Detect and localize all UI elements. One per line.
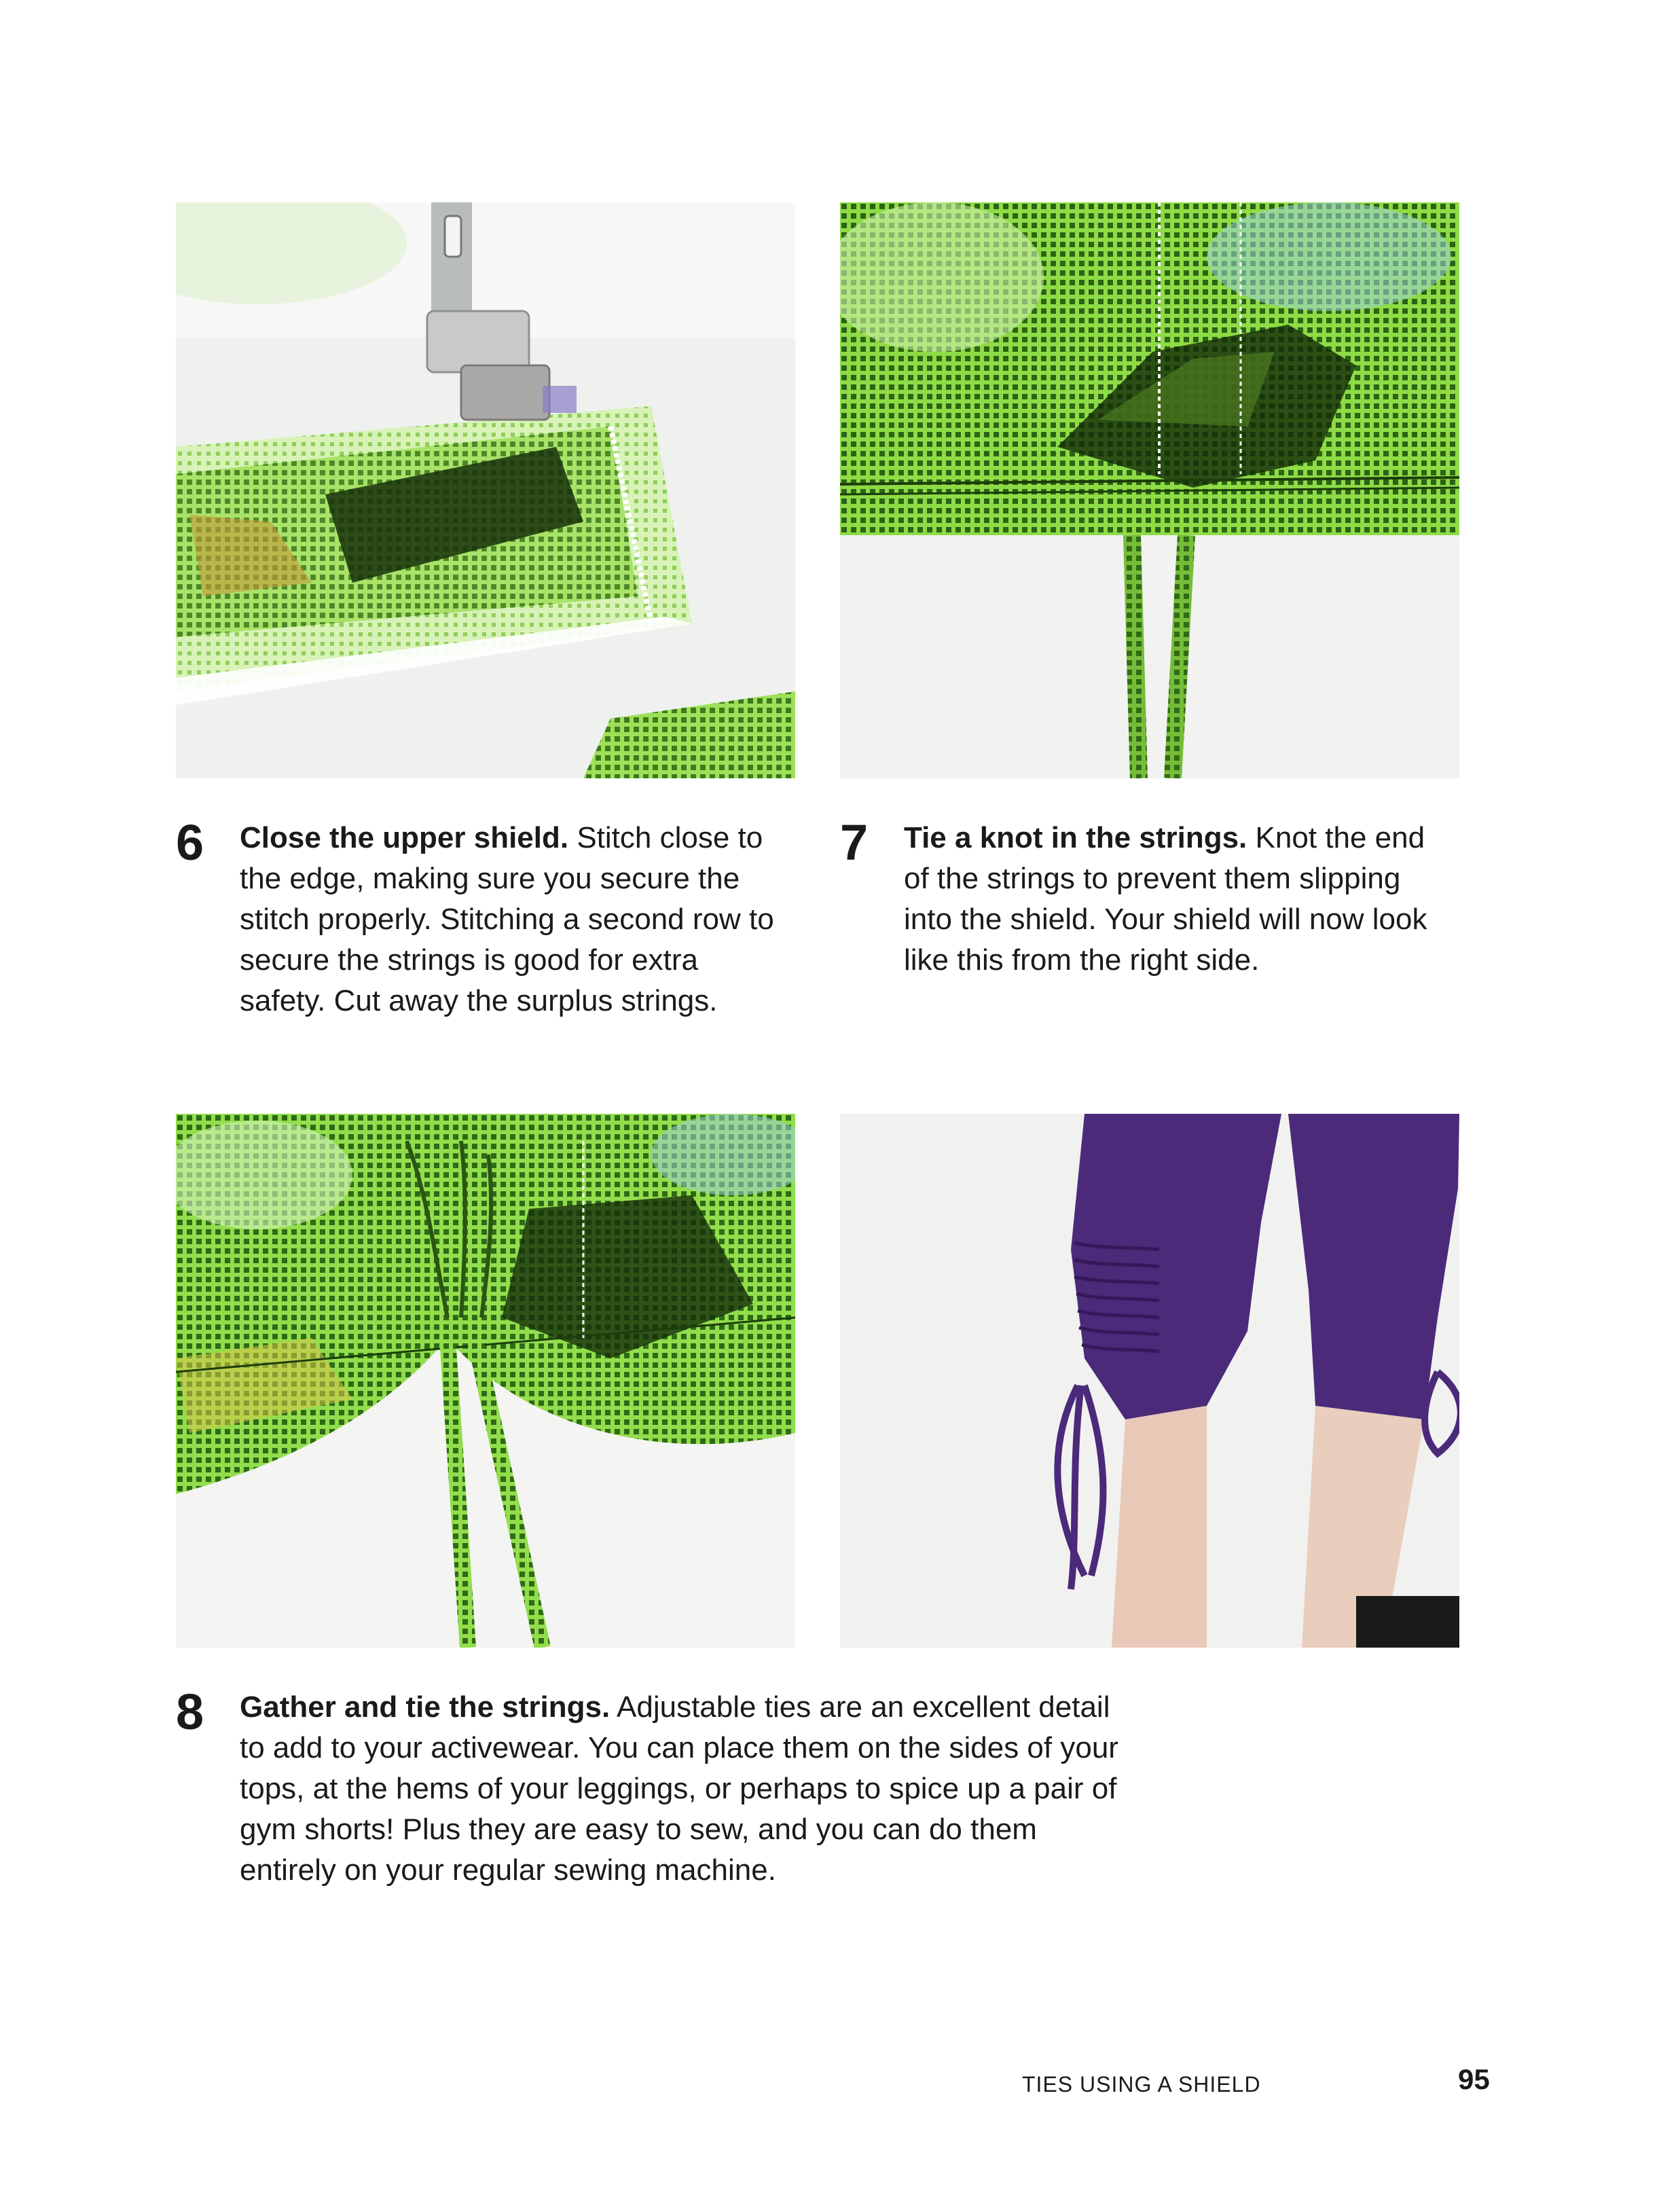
step-8 xyxy=(176,1684,1127,1904)
step-instruction xyxy=(240,818,783,1021)
step-instruction xyxy=(240,1687,1123,1891)
step-body: Knot the end of the strings to prevent them slipping into the shield. Your shield will now look like this from the right side. xyxy=(904,821,1427,977)
step-heading: Gather and tie the strings. xyxy=(240,1690,610,1724)
step-7 xyxy=(840,814,1459,994)
step-instruction xyxy=(904,818,1447,981)
step-number: 7 xyxy=(840,814,869,871)
photo-sewing-upper-shield xyxy=(176,202,795,778)
step-number: 8 xyxy=(176,1684,204,1740)
step-heading: Tie a knot in the strings. xyxy=(904,821,1247,854)
page-number: 95 xyxy=(1458,2063,1490,2095)
step-number: 6 xyxy=(176,814,204,871)
photo-knot-strings xyxy=(840,202,1459,778)
photo-gathered-strings xyxy=(176,1114,795,1648)
step-heading: Close the upper shield. xyxy=(240,821,569,854)
photo-leggings-ties xyxy=(840,1114,1459,1648)
step-body: Stitch close to the edge, making sure you secure the stitch properly. Stitching a second row to secure the strings is good for extra safety. Cut away the surplus strings. xyxy=(240,821,774,1017)
step-body: Adjustable ties are an excellent detail to add to your activewear. You can place them on the sides of your tops, at the hems of your leggings, or perhaps to spice up a pair of gym shorts! Plus they are easy to sew, and you can do them entirely on your regular sewing machine. xyxy=(240,1690,1118,1887)
step-6 xyxy=(176,814,795,1035)
running-footer-section-title: TIES USING A SHIELD xyxy=(1022,2072,1261,2097)
